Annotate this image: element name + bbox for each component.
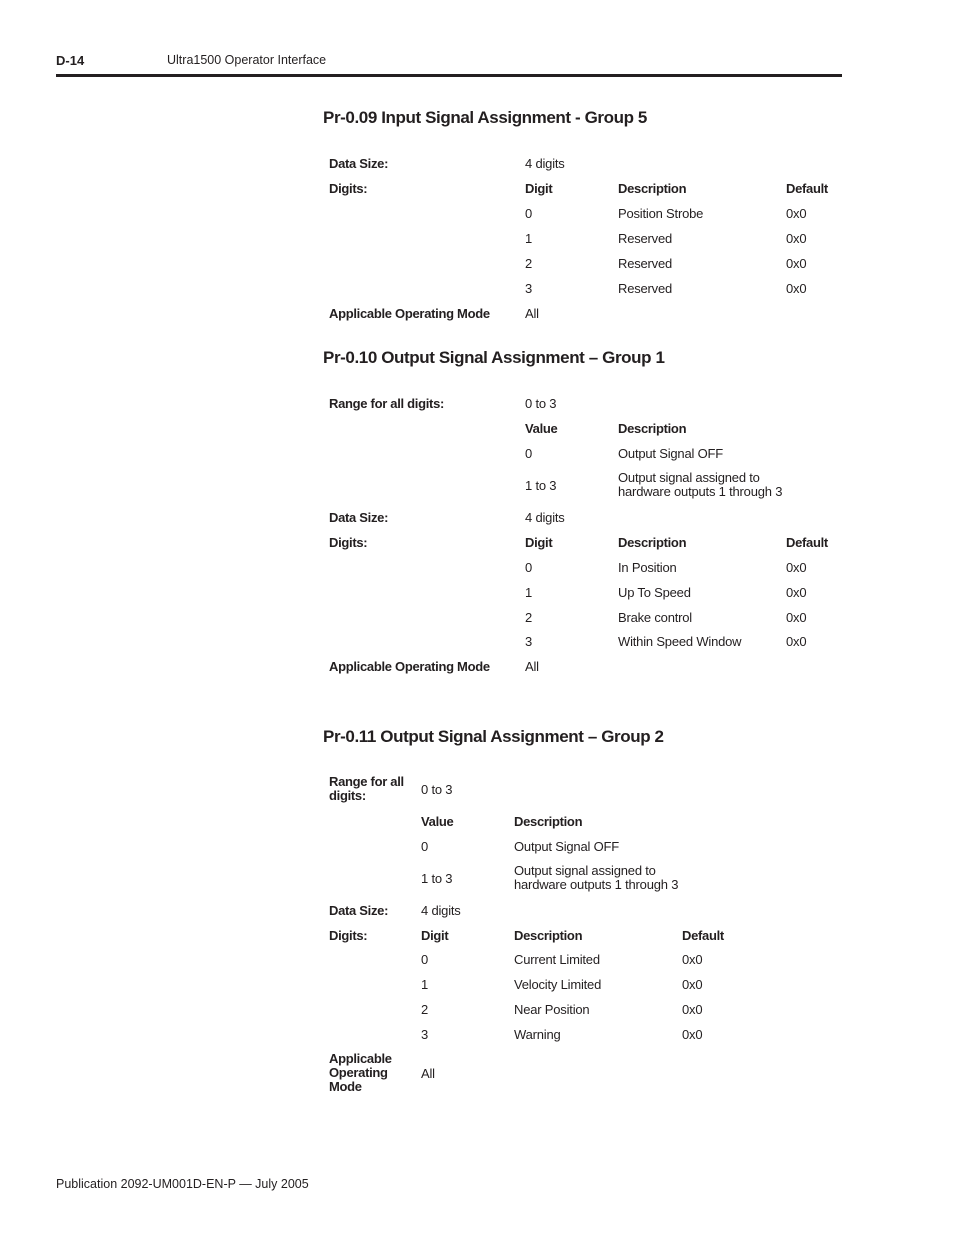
column-header-value: Value xyxy=(421,814,454,829)
column-header-digit: Digit xyxy=(525,181,553,196)
range-label: Range for all digits: xyxy=(329,774,404,803)
operating-mode-label: Applicable Operating Mode xyxy=(329,306,490,321)
operating-mode-label: Applicable Operating Mode xyxy=(329,659,490,674)
default-cell: 0x0 xyxy=(786,585,807,600)
digit-cell: 2 xyxy=(525,610,533,625)
running-header-title: Ultra1500 Operator Interface xyxy=(167,53,327,67)
publication-footer: Publication 2092-UM001D-EN-P — July 2005 xyxy=(56,1177,309,1191)
column-header-digit: Digit xyxy=(525,535,553,550)
description-cell: Reserved xyxy=(618,231,673,246)
default-cell: 0x0 xyxy=(682,1027,703,1042)
digit-cell: 1 xyxy=(525,231,533,246)
value-cell: 0 xyxy=(421,839,429,854)
description-cell: Near Position xyxy=(514,1002,590,1017)
data-size-label: Data Size: xyxy=(329,156,389,171)
digits-label: Digits: xyxy=(329,928,368,943)
description-cell: Position Strobe xyxy=(618,206,704,221)
digit-cell: 3 xyxy=(421,1027,429,1042)
column-header-default: Default xyxy=(786,535,828,550)
digit-cell: 0 xyxy=(421,952,429,967)
description-cell: Output signal assigned to hardware outputs 1 through 3 xyxy=(514,863,679,892)
digits-label: Digits: xyxy=(329,181,368,196)
digit-cell: 3 xyxy=(525,281,533,296)
default-cell: 0x0 xyxy=(786,231,807,246)
default-cell: 0x0 xyxy=(786,560,807,575)
digit-cell: 0 xyxy=(525,206,533,221)
data-size-value: 4 digits xyxy=(421,903,461,918)
value-cell: 0 xyxy=(525,446,533,461)
data-size-value: 4 digits xyxy=(525,156,565,171)
value-cell: 1 to 3 xyxy=(421,871,453,886)
column-header-default: Default xyxy=(682,928,724,943)
description-cell: Velocity Limited xyxy=(514,977,602,992)
digits-label: Digits: xyxy=(329,535,368,550)
operating-mode-value: All xyxy=(421,1066,435,1081)
default-cell: 0x0 xyxy=(786,206,807,221)
value-cell: 1 to 3 xyxy=(525,478,557,493)
page-number: D-14 xyxy=(56,53,85,68)
description-cell: Up To Speed xyxy=(618,585,691,600)
data-size-value: 4 digits xyxy=(525,510,565,525)
header-rule xyxy=(56,74,842,77)
default-cell: 0x0 xyxy=(682,952,703,967)
section-title: Pr-0.09 Input Signal Assignment - Group 5 xyxy=(323,108,647,127)
digit-cell: 1 xyxy=(525,585,533,600)
section-title: Pr-0.10 Output Signal Assignment – Group 1 xyxy=(323,348,665,367)
data-size-label: Data Size: xyxy=(329,510,389,525)
digit-cell: 0 xyxy=(525,560,533,575)
description-cell: In Position xyxy=(618,560,677,575)
default-cell: 0x0 xyxy=(786,634,807,649)
description-cell: Brake control xyxy=(618,610,692,625)
default-cell: 0x0 xyxy=(786,281,807,296)
operating-mode-value: All xyxy=(525,306,539,321)
description-cell: Warning xyxy=(514,1027,561,1042)
digit-cell: 2 xyxy=(421,1002,429,1017)
description-cell: Output signal assigned to hardware outputs 1 through 3 xyxy=(618,470,783,499)
range-value: 0 to 3 xyxy=(421,782,453,797)
operating-mode-value: All xyxy=(525,659,539,674)
column-header-description: Description xyxy=(618,181,687,196)
description-cell: Output Signal OFF xyxy=(514,839,619,854)
default-cell: 0x0 xyxy=(682,1002,703,1017)
column-header-description: Description xyxy=(618,535,687,550)
column-header-value: Value xyxy=(525,421,558,436)
description-cell: Within Speed Window xyxy=(618,634,742,649)
description-cell: Output Signal OFF xyxy=(618,446,723,461)
column-header-description: Description xyxy=(514,814,583,829)
operating-mode-label: Applicable Operating Mode xyxy=(329,1051,392,1094)
description-cell: Current Limited xyxy=(514,952,600,967)
default-cell: 0x0 xyxy=(786,610,807,625)
digit-cell: 1 xyxy=(421,977,429,992)
range-value: 0 to 3 xyxy=(525,396,557,411)
digit-cell: 2 xyxy=(525,256,533,271)
column-header-description: Description xyxy=(618,421,687,436)
column-header-description: Description xyxy=(514,928,583,943)
default-cell: 0x0 xyxy=(786,256,807,271)
description-cell: Reserved xyxy=(618,281,673,296)
default-cell: 0x0 xyxy=(682,977,703,992)
column-header-default: Default xyxy=(786,181,828,196)
range-label: Range for all digits: xyxy=(329,396,445,411)
section-title: Pr-0.11 Output Signal Assignment – Group 2 xyxy=(323,727,664,746)
description-cell: Reserved xyxy=(618,256,673,271)
digit-cell: 3 xyxy=(525,634,533,649)
data-size-label: Data Size: xyxy=(329,903,389,918)
column-header-digit: Digit xyxy=(421,928,449,943)
